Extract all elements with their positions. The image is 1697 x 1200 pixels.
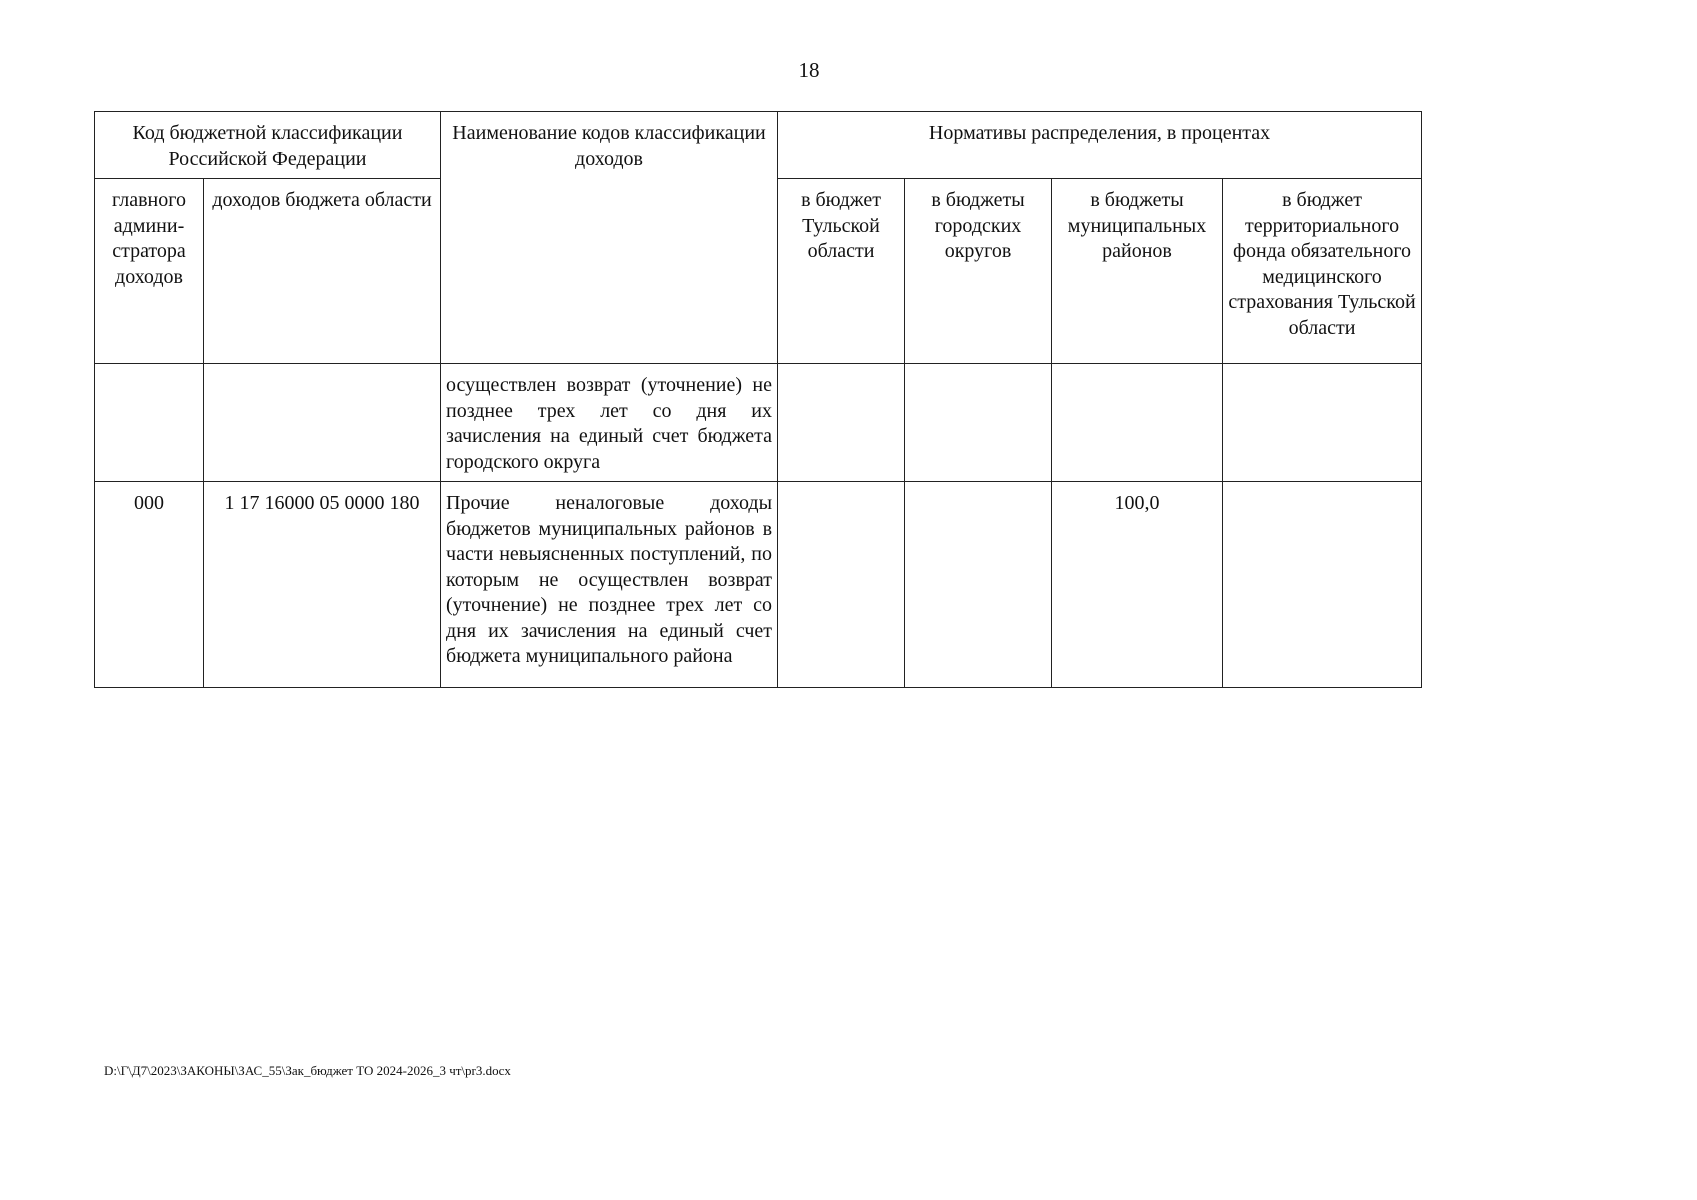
header-city-col: в бюджеты городских округов [905,179,1052,364]
cell-code [204,364,441,482]
cell-code: 1 17 16000 05 0000 180 [204,482,441,688]
header-municipal-col: в бюджеты муниципальных районов [1052,179,1223,364]
footer-file-path: D:\Г\Д7\2023\ЗАКОНЫ\ЗАС_55\Зак_бюджет ТО 2024-2026_3 чт\pr3.docx [104,1063,511,1078]
cell-admin [95,364,204,482]
cell-name: осуществлен возврат (уточнение) не позднее трех лет со дня их зачисления на единый счет бюджета городского округа [441,364,778,482]
header-admin-col: главного админи-стратора доходов [95,179,204,364]
cell-tfoms [1223,482,1422,688]
table-row [95,482,1422,688]
cell-city [905,364,1052,482]
header-norms-group: Нормативы распределения, в процентах [778,112,1422,179]
table-row [95,364,1422,482]
cell-admin: 000 [95,482,204,688]
page-number: 18 [798,58,820,82]
header-regional-col: в бюджет Тульской области [778,179,905,364]
cell-name: Прочие неналоговые доходы бюджетов муниципальных районов в части невыясненных поступлений, по которым не осуществлен возврат (уточнение) не позднее трех лет со дня их зачисления на единый счет бюджета муниципального района [441,482,778,688]
cell-tfoms [1223,364,1422,482]
cell-city [905,482,1052,688]
header-income-col: доходов бюджета области [204,179,441,364]
header-tfoms-col: в бюджет территориального фонда обязательного медицинского страхования Тульской области [1223,179,1422,364]
cell-municipal [1052,364,1223,482]
cell-regional [778,482,905,688]
header-name-col: Наименование кодов классификации доходов [441,112,778,364]
header-row-1 [95,112,1422,179]
header-kbk-group: Код бюджетной классификации Российской Федерации [95,112,441,179]
cell-municipal: 100,0 [1052,482,1223,688]
budget-revenue-table [94,111,1422,688]
cell-regional [778,364,905,482]
